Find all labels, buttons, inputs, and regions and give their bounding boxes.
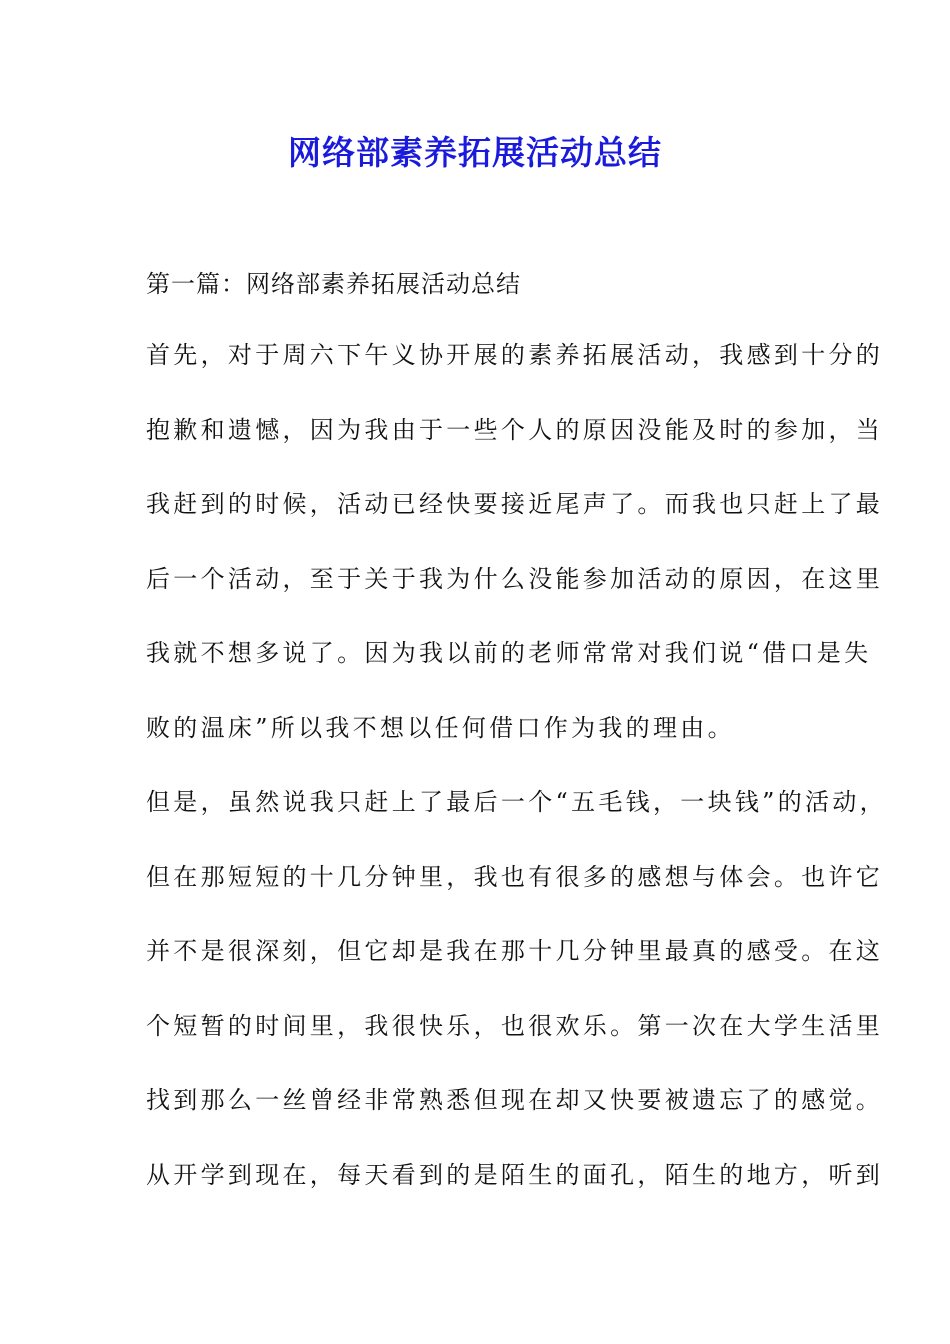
section-heading: 第一篇：网络部素养拓展活动总结 [146, 270, 521, 298]
paragraph-line: 并不是很深刻，但它却是我在那十几分钟里最真的感受。在这 [146, 937, 884, 965]
paragraph-line: 从开学到现在，每天看到的是陌生的面孔，陌生的地方，听到 [146, 1160, 884, 1189]
paragraph-line: 首先，对于周六下午义协开展的素养拓展活动，我感到十分的 [146, 341, 884, 369]
paragraph-line: 抱歉和遗憾，因为我由于一些个人的原因没能及时的参加，当 [146, 415, 884, 444]
paragraph-line: 败的温床”所以我不想以任何借口作为我的理由。 [146, 713, 735, 742]
document-title: 网络部素养拓展活动总结 [288, 133, 662, 172]
paragraph-line: 后一个活动，至于关于我为什么没能参加活动的原因，在这里 [146, 564, 884, 593]
paragraph-line: 找到那么一丝曾经非常熟悉但现在却又快要被遗忘了的感觉。 [146, 1086, 884, 1114]
paragraph-line: 但是，虽然说我只赶上了最后一个“五毛钱，一块钱”的活动， [146, 788, 887, 816]
paragraph-line: 我赶到的时候，活动已经快要接近尾声了。而我也只赶上了最 [146, 490, 884, 518]
paragraph-line: 我就不想多说了。因为我以前的老师常常对我们说“借口是失 [146, 639, 872, 667]
paragraph-line: 个短暂的时间里，我很快乐，也很欢乐。第一次在大学生活里 [146, 1011, 884, 1040]
paragraph-line: 但在那短短的十几分钟里，我也有很多的感想与体会。也许它 [146, 862, 884, 891]
document-body [146, 262, 887, 1227]
